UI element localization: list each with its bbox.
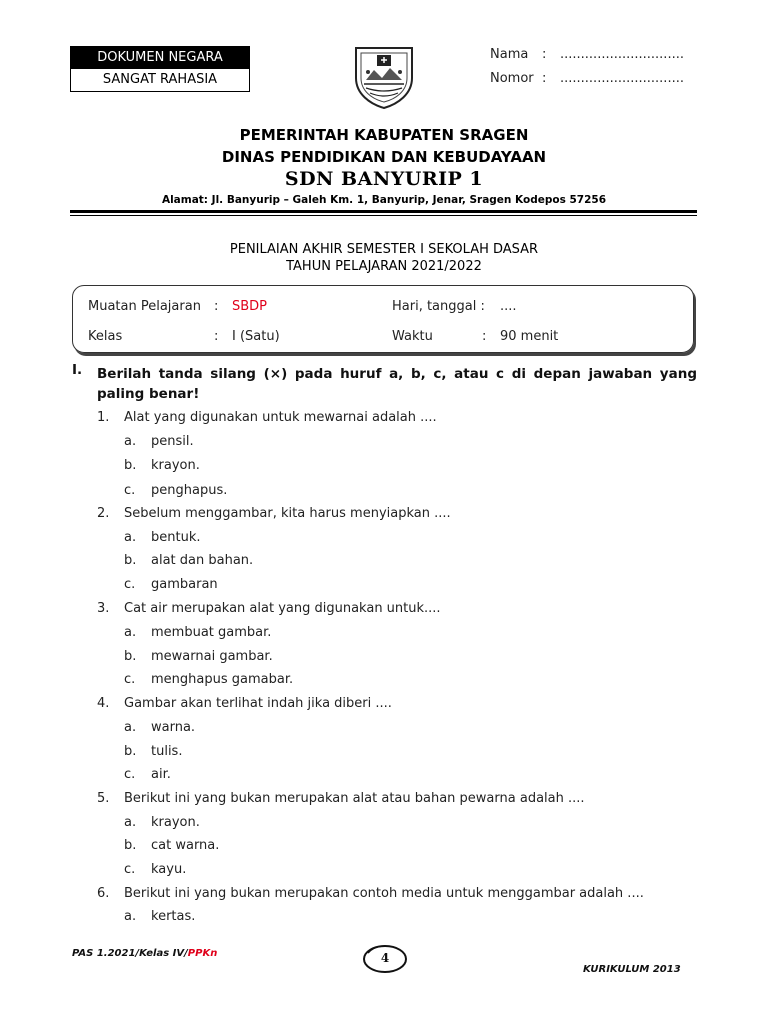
footer-left — [72, 948, 217, 959]
question-number: 6. — [97, 886, 110, 901]
time-label: Waktu — [392, 329, 433, 344]
page-number: 4 — [380, 951, 390, 965]
stamp-bottom-label: SANGAT RAHASIA — [102, 72, 218, 87]
stamp-top-label: DOKUMEN NEGARA — [71, 47, 249, 69]
question-text: Cat air merupakan alat yang digunakan untuk.... — [124, 601, 441, 616]
subject-separator: : — [214, 299, 219, 314]
classification-stamp — [70, 46, 250, 92]
option-letter[interactable]: b. — [124, 649, 137, 664]
option-letter[interactable]: c. — [124, 672, 136, 687]
school-name: SDN BANYURIP 1 — [284, 168, 484, 190]
name-field[interactable] — [490, 47, 684, 62]
department-heading: DINAS PENDIDIKAN DAN KEBUDAYAAN — [221, 148, 547, 166]
option-text: warna. — [151, 720, 196, 735]
question-number: 2. — [97, 506, 110, 521]
option-letter[interactable]: b. — [124, 553, 137, 568]
option-text: mewarnai gambar. — [151, 649, 273, 664]
option-text: tulis. — [151, 744, 183, 759]
section-instruction: Berilah tanda silang (×) pada huruf a, b, c, atau c di depan jawaban yang — [97, 366, 697, 382]
option-letter[interactable]: b. — [124, 458, 137, 473]
number-separator: : — [542, 71, 547, 86]
exam-title: PENILAIAN AKHIR SEMESTER I SEKOLAH DASAR — [229, 242, 539, 257]
option-text: pensil. — [151, 434, 194, 449]
question-text: Berikut ini yang bukan merupakan alat atau bahan pewarna adalah .... — [124, 791, 585, 806]
option-letter[interactable]: a. — [124, 815, 137, 830]
option-text: menghapus gamabar. — [151, 672, 294, 687]
class-label: Kelas — [88, 329, 123, 344]
footer-subject: PPKn — [187, 948, 218, 959]
option-letter[interactable]: a. — [124, 909, 137, 924]
number-blank: .............................. — [560, 71, 684, 86]
name-label: Nama — [490, 47, 529, 62]
header-rule-thin — [70, 215, 697, 216]
government-heading: PEMERINTAH KABUPATEN SRAGEN — [239, 126, 529, 144]
option-text: bentuk. — [151, 530, 201, 545]
number-field[interactable] — [490, 71, 684, 86]
header-rule-thick — [70, 210, 697, 213]
option-text: penghapus. — [151, 483, 228, 498]
day-label: Hari, tanggal : — [392, 299, 485, 314]
option-letter[interactable]: a. — [124, 625, 137, 640]
question-text: Sebelum menggambar, kita harus menyiapkan .... — [124, 506, 451, 521]
option-letter[interactable]: c. — [124, 767, 136, 782]
regency-crest-icon — [350, 44, 418, 110]
option-letter[interactable]: b. — [124, 838, 137, 853]
question-number: 1. — [97, 410, 110, 425]
option-letter[interactable]: a. — [124, 720, 137, 735]
question-text: Alat yang digunakan untuk mewarnai adalah .... — [124, 410, 437, 425]
class-value: I (Satu) — [232, 329, 280, 344]
option-letter[interactable]: b. — [124, 744, 137, 759]
subject-value: SBDP — [232, 299, 268, 314]
question-text: Berikut ini yang bukan merupakan contoh media untuk menggambar adalah .... — [124, 886, 644, 901]
option-text: kayu. — [151, 862, 187, 877]
question-number: 3. — [97, 601, 110, 616]
option-text: cat warna. — [151, 838, 220, 853]
option-letter[interactable]: c. — [124, 577, 136, 592]
subject-label: Muatan Pelajaran — [88, 299, 201, 314]
option-letter[interactable]: a. — [124, 530, 137, 545]
option-letter[interactable]: c. — [124, 483, 136, 498]
option-text: krayon. — [151, 458, 200, 473]
question-text: Gambar akan terlihat indah jika diberi .... — [124, 696, 392, 711]
option-text: membuat gambar. — [151, 625, 272, 640]
time-value: 90 menit — [500, 329, 559, 344]
question-number: 4. — [97, 696, 110, 711]
name-separator: : — [542, 47, 547, 62]
option-letter[interactable]: a. — [124, 434, 137, 449]
section-number: I. — [72, 362, 83, 378]
exam-year: TAHUN PELAJARAN 2021/2022 — [286, 259, 482, 274]
name-blank: .............................. — [560, 47, 684, 62]
curriculum-label: KURIKULUM 2013 — [583, 964, 681, 975]
option-letter[interactable]: c. — [124, 862, 136, 877]
school-address: Alamat: Jl. Banyurip – Galeh Km. 1, Banyurip, Jenar, Sragen Kodepos 57256 — [161, 194, 607, 206]
option-text: air. — [151, 767, 171, 782]
option-text: kertas. — [151, 909, 196, 924]
section-instruction-cont: paling benar! — [97, 386, 200, 402]
exam-info-box — [72, 285, 694, 353]
number-label: Nomor — [490, 71, 534, 86]
day-value: .... — [500, 299, 517, 314]
time-separator: : — [482, 329, 487, 344]
question-number: 5. — [97, 791, 110, 806]
option-text: gambaran — [151, 577, 218, 592]
option-text: krayon. — [151, 815, 200, 830]
class-separator: : — [214, 329, 219, 344]
footer-exam-code: PAS 1.2021/Kelas IV/ — [72, 948, 188, 959]
option-text: alat dan bahan. — [151, 553, 254, 568]
